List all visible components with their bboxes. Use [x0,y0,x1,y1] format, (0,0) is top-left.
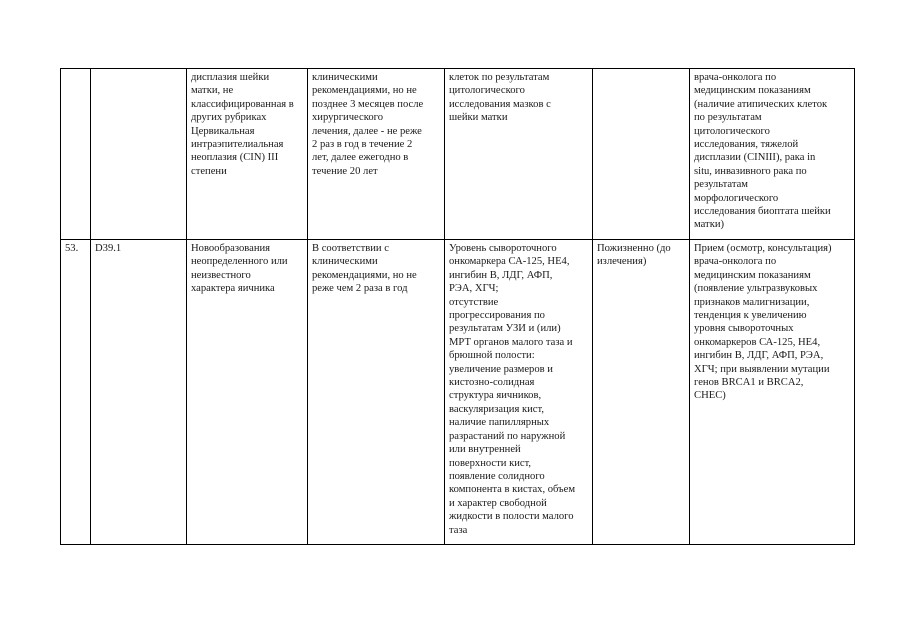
frequency-cell: клиническими рекомендациями, но не позднее 3 месяцев после хирургического лечения, далее - не реже 2 раз в год в течение 2 лет, далее ежегодно в течение 20 лет [308,69,445,240]
regulation-table [60,68,855,545]
icd-code-cell [91,69,187,240]
icd-code-cell: D39.1 [91,240,187,545]
actions-cell: врача-онколога по медицинским показаниям (наличие атипических клеток по результатам цитологического исследования, тяжелой дисплазии (CINIII), рака in situ, инвазивного рака по результатам морфологического исследования биоптата шейки матки) [690,69,855,240]
diagnosis-cell: Новообразования неопределенного или неизвестного характера яичника [187,240,308,545]
indicators-cell: Уровень сывороточного онкомаркера СА-125, НЕ4, ингибин В, ЛДГ, АФП, РЭА, ХГЧ; отсутствие прогрессирования по результатам УЗИ и (или) МРТ органов малого таза и брюшной полости: увеличение размеров и кистозно-солидная структура яичников, васкуляризация кист, наличие папиллярных разрастаний по наружной или внутренней поверхности кист, появление солидного компонента в кистах, объем и характер свободной жидкости в полости малого таза [445,240,593,545]
row-number-cell: 53. [61,240,91,545]
row-number-cell [61,69,91,240]
duration-cell: Пожизненно (до излечения) [593,240,690,545]
table-row [61,240,855,545]
diagnosis-cell: дисплазия шейки матки, не классифицированная в других рубриках Цервикальная интраэпителиальная неоплазия (CIN) III степени [187,69,308,240]
indicators-cell: клеток по результатам цитологического исследования мазков с шейки матки [445,69,593,240]
duration-cell [593,69,690,240]
table-row [61,69,855,240]
frequency-cell: В соответствии с клиническими рекомендациями, но не реже чем 2 раза в год [308,240,445,545]
actions-cell: Прием (осмотр, консультация) врача-онколога по медицинским показаниям (появление ультразвуковых признаков малигнизации, тенденция к увеличению уровня сывороточных онкомаркеров СА-125, НЕ4, ингибин В, ЛДГ, АФП, РЭА, ХГЧ; при выявлении мутации генов BRCA1 и BRCA2, CHEC) [690,240,855,545]
